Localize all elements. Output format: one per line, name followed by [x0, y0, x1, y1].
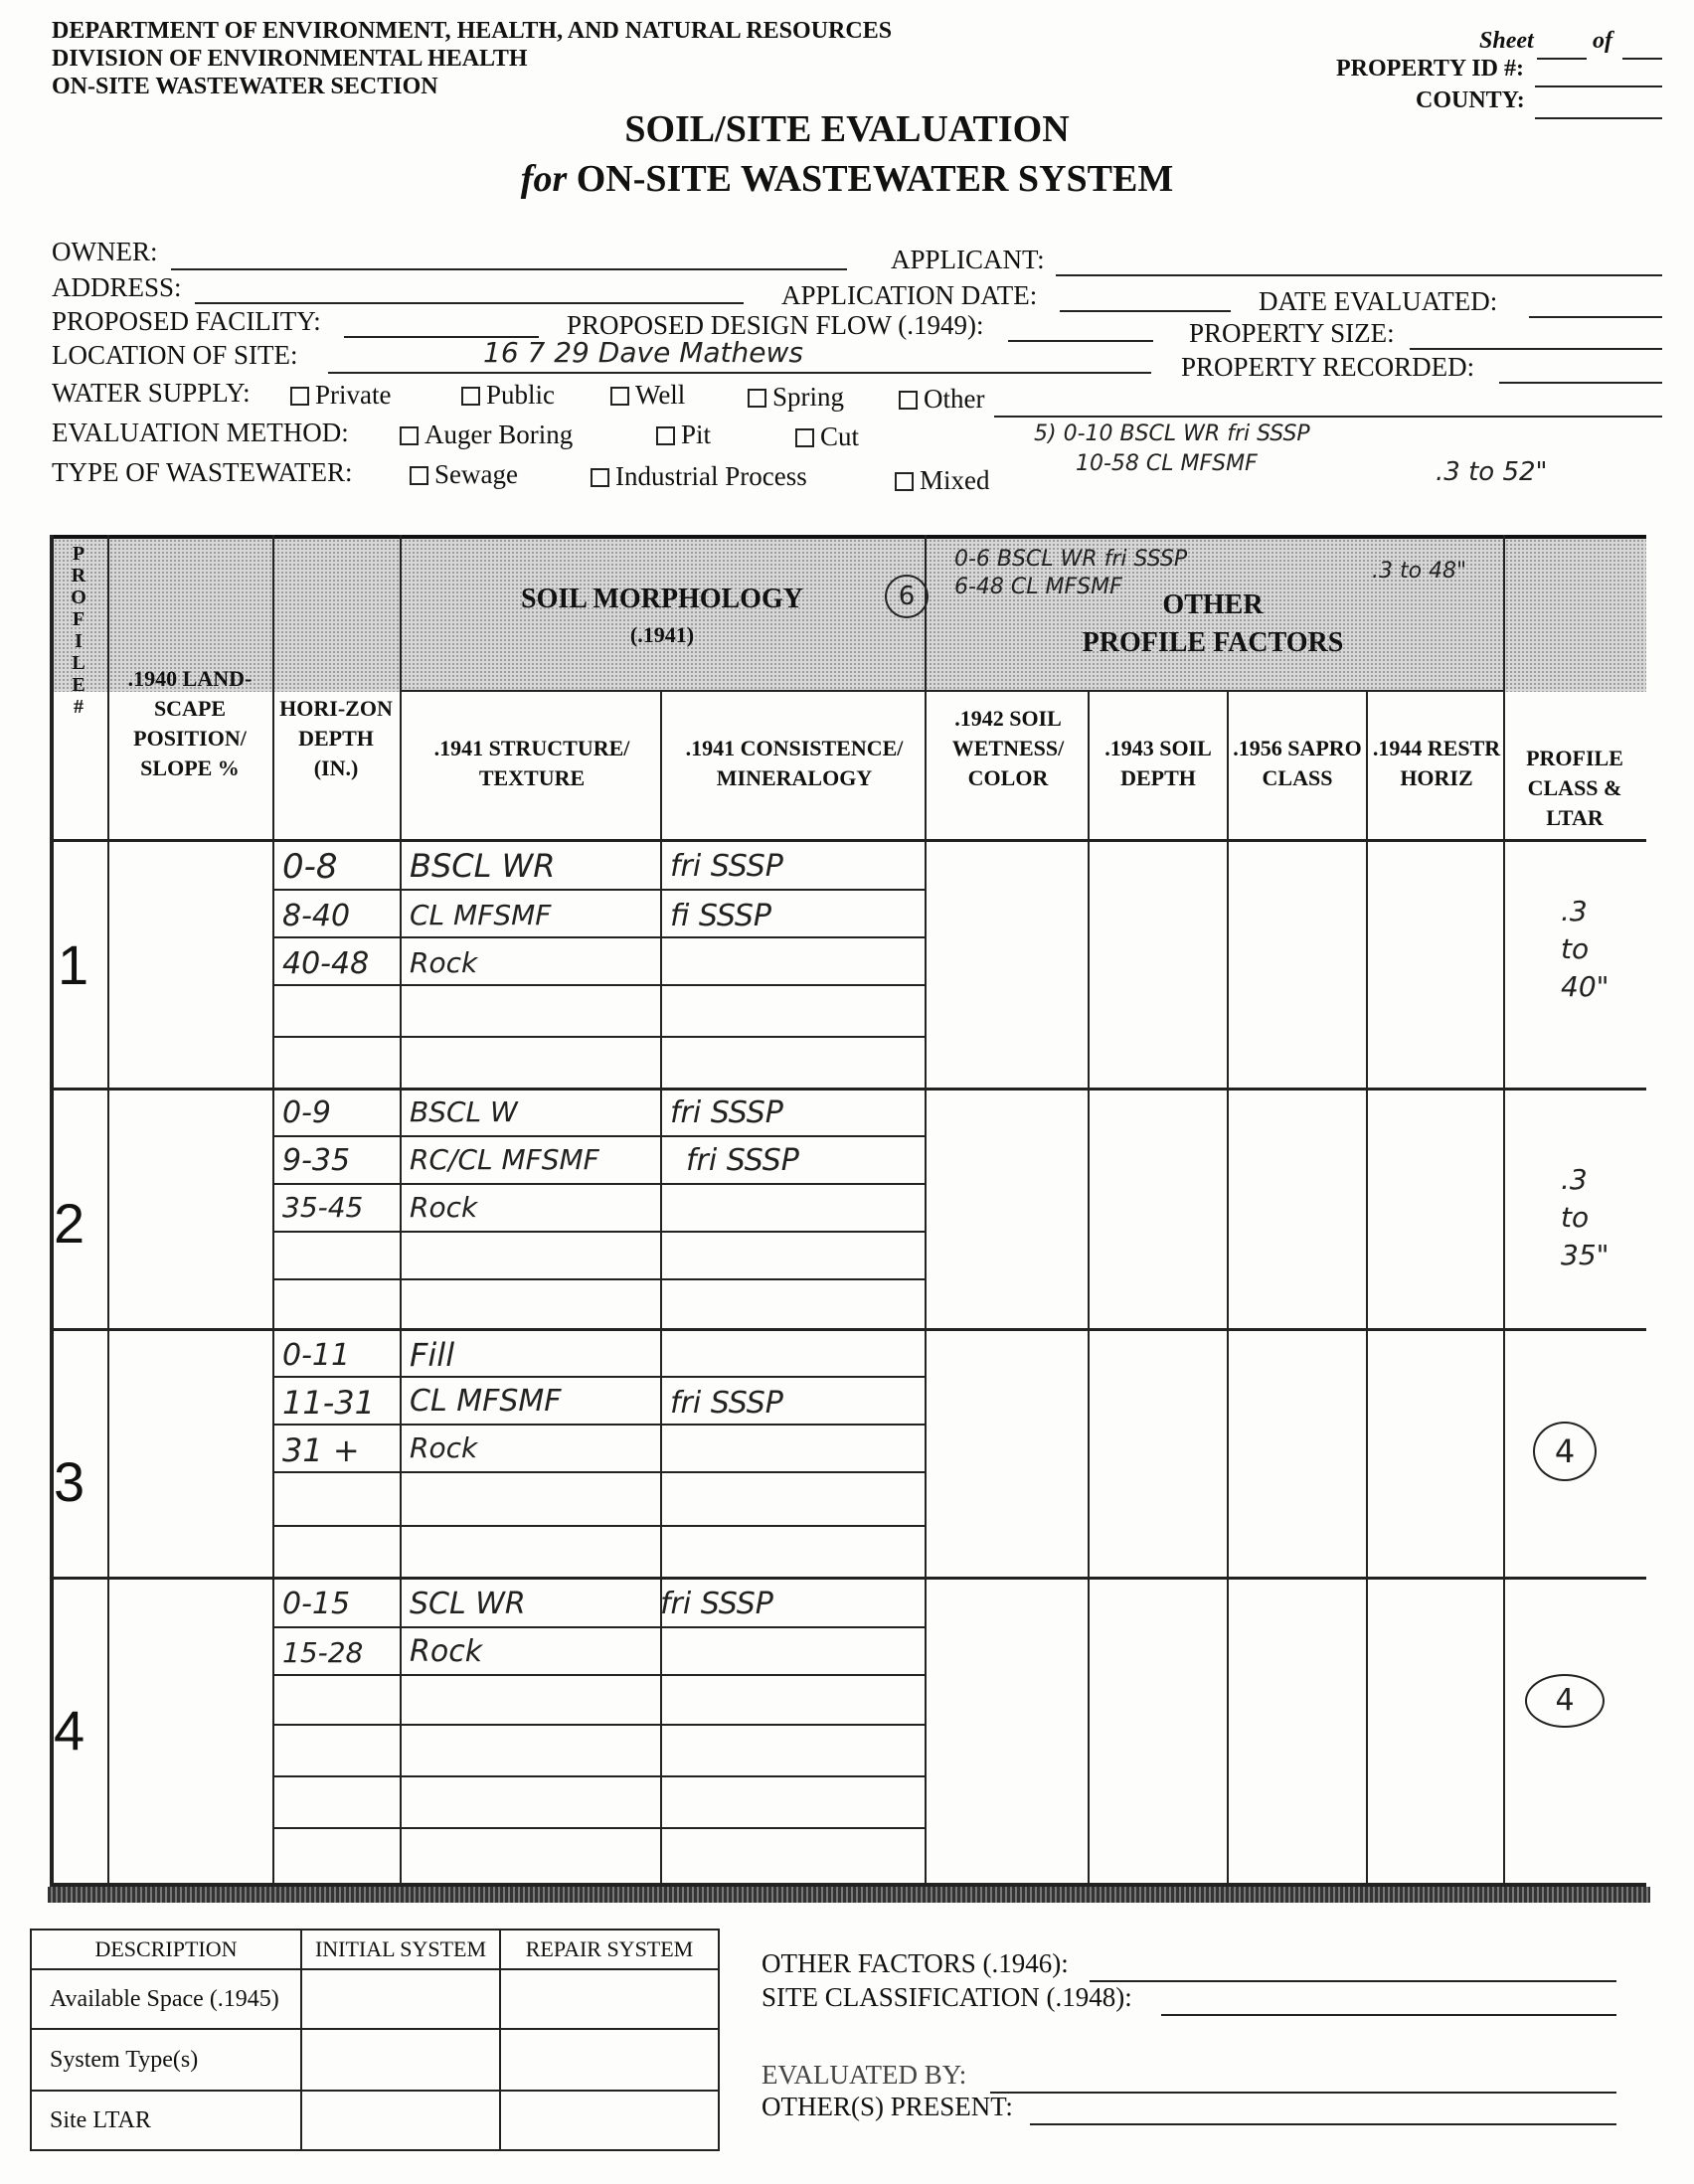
checkbox-other[interactable]	[899, 391, 918, 410]
ws-private-label: Private	[315, 380, 392, 410]
application-date-field[interactable]	[1060, 310, 1231, 312]
checkbox-pit[interactable]	[656, 426, 675, 445]
location-field[interactable]	[328, 372, 1151, 374]
location-label: LOCATION OF SITE:	[52, 340, 298, 370]
header-soil-depth: .1943 SOIL DEPTH	[1104, 736, 1212, 790]
header-bottom-line	[50, 839, 1646, 842]
system-type-initial[interactable]	[301, 2029, 500, 2091]
tw-industrial[interactable]	[591, 461, 807, 492]
header-landscape: .1940 LAND-SCAPE POSITION/ SLOPE %	[127, 666, 253, 780]
section-name: ON-SITE WASTEWATER SECTION	[52, 74, 438, 99]
sheet-of-label: of	[1593, 28, 1612, 54]
p2-depth-1: 0-9	[282, 1095, 331, 1130]
p4-structure-2: Rock	[410, 1634, 483, 1669]
others-present-field[interactable]	[1030, 2123, 1616, 2125]
ws-other-label: Other	[924, 384, 985, 414]
note-5-line2: 10-58 CL MFSMF	[1076, 451, 1258, 476]
p4-structure-1: SCL WR	[410, 1587, 526, 1621]
address-field[interactable]	[195, 302, 744, 304]
p3-structure-2: CL MFSMF	[410, 1384, 562, 1419]
col-line-1	[107, 535, 109, 1885]
ws-other-field[interactable]	[994, 416, 1662, 418]
header-horizon-depth: HORI-ZON DEPTH (IN.)	[279, 696, 393, 780]
sheet-number-field[interactable]	[1537, 58, 1587, 60]
other-factors-label: OTHER FACTORS (.1946):	[762, 1948, 1069, 1978]
tw-industrial-label: Industrial Process	[615, 461, 807, 491]
col-line-4	[660, 690, 662, 1885]
p1-structure-3: Rock	[410, 946, 478, 979]
p3-structure-1: Fill	[410, 1336, 455, 1374]
division-name: DIVISION OF ENVIRONMENTAL HEALTH	[52, 46, 528, 72]
header-profile-num	[54, 543, 103, 718]
application-date-label: APPLICATION DATE:	[781, 280, 1038, 310]
p1-depth-1: 0-8	[282, 847, 338, 887]
profile-number-4: 4	[54, 1699, 85, 1762]
sheet-total-field[interactable]	[1622, 58, 1662, 60]
system-type-repair[interactable]	[500, 2029, 719, 2091]
date-evaluated-label: DATE EVALUATED:	[1259, 286, 1498, 316]
p2-structure-2: RC/CL MFSMF	[410, 1143, 599, 1176]
county-label: COUNTY:	[1416, 87, 1525, 113]
form-subtitle-for: for	[520, 158, 568, 200]
p2-structure-3: Rock	[410, 1191, 478, 1224]
site-ltar-initial[interactable]	[301, 2091, 500, 2150]
col-line-9	[1503, 535, 1505, 1885]
col-line-6	[1088, 690, 1090, 1885]
p4-profile-class: 4	[1525, 1674, 1605, 1728]
tw-sewage-label: Sewage	[434, 459, 518, 489]
header-soil-morphology: SOIL MORPHOLOGY	[521, 584, 803, 614]
p2-consistence-2: fri SSSP	[686, 1143, 799, 1178]
p2-depth-3: 35-45	[282, 1191, 364, 1224]
col-repair-system: REPAIR SYSTEM	[500, 1930, 719, 1969]
p1-consistence-2: fi SSSP	[670, 899, 771, 933]
p3-structure-3: Rock	[410, 1431, 478, 1464]
p2-consistence-1: fri SSSP	[670, 1095, 783, 1130]
header-soil-morphology-code: (.1941)	[629, 622, 695, 647]
ws-spring-label: Spring	[772, 382, 845, 412]
note-5-range: .3 to 52"	[1436, 457, 1548, 487]
p1-structure-2: CL MFSMF	[410, 899, 552, 931]
col-line-2	[272, 535, 274, 1885]
form-subtitle	[0, 157, 1694, 201]
p2-structure-1: BSCL W	[410, 1095, 518, 1128]
p4-consistence-1: fri SSSP	[660, 1587, 773, 1621]
em-auger-label: Auger Boring	[424, 420, 574, 449]
soil-profile-table	[50, 535, 1646, 1885]
p2-profile-class: .3 to 35"	[1561, 1163, 1609, 1271]
form-title: SOIL/SITE EVALUATION	[624, 108, 1070, 150]
proposed-facility-label: PROPOSED FACILITY:	[52, 306, 321, 336]
evaluated-by-field[interactable]	[990, 2092, 1616, 2094]
col-description: DESCRIPTION	[31, 1930, 301, 1969]
p4-depth-1: 0-15	[282, 1587, 351, 1621]
col-initial-system: INITIAL SYSTEM	[301, 1930, 500, 1969]
other-factors-field[interactable]	[1090, 1980, 1616, 1982]
others-present-label: OTHER(S) PRESENT:	[762, 2092, 1013, 2121]
profile-number-1: 1	[58, 933, 89, 996]
row-system-type: System Type(s)	[31, 2029, 301, 2091]
owner-label: OWNER:	[52, 237, 158, 266]
checkbox-auger-boring[interactable]	[400, 426, 419, 445]
p1-depth-3: 40-48	[282, 946, 370, 981]
em-pit[interactable]	[656, 420, 711, 450]
type-wastewater-label: TYPE OF WASTEWATER:	[52, 457, 353, 487]
header-wetness: .1942 SOIL WETNESS/ COLOR	[951, 706, 1065, 790]
sheet-label: Sheet	[1479, 28, 1534, 54]
col-line-5	[925, 535, 927, 1885]
em-cut[interactable]	[795, 421, 859, 452]
p2-depth-2: 9-35	[282, 1143, 351, 1178]
checkbox-mixed[interactable]	[895, 472, 914, 491]
checkbox-well[interactable]	[610, 387, 629, 406]
ws-public[interactable]	[461, 380, 555, 411]
property-recorded-field[interactable]	[1499, 382, 1662, 384]
available-space-repair[interactable]	[500, 1969, 719, 2029]
tw-mixed-label: Mixed	[920, 465, 990, 495]
applicant-field[interactable]	[1056, 274, 1662, 276]
note-6-line2: 6-48 CL MFSMF	[954, 575, 1122, 599]
p3-depth-3: 31 +	[282, 1431, 360, 1469]
p3-depth-2: 11-31	[282, 1384, 375, 1422]
profile-num-text: PROFILE #	[71, 543, 86, 718]
checkbox-private[interactable]	[290, 387, 309, 406]
owner-field[interactable]	[171, 268, 847, 270]
note-6-line1: 0-6 BSCL WR fri SSSP	[954, 547, 1188, 572]
form-subtitle-rest: ON-SITE WASTEWATER SYSTEM	[576, 158, 1174, 200]
address-label: ADDRESS:	[52, 272, 182, 302]
p1-depth-2: 8-40	[282, 899, 351, 933]
profile-number-3: 3	[54, 1450, 85, 1513]
row-site-ltar: Site LTAR	[31, 2091, 301, 2150]
p3-depth-1: 0-11	[282, 1338, 351, 1373]
p3-profile-class: 4	[1533, 1422, 1597, 1481]
ws-other[interactable]	[899, 384, 984, 415]
tw-sewage[interactable]	[410, 459, 518, 490]
p3-consistence-2: fri SSSP	[670, 1386, 783, 1421]
design-flow-field[interactable]	[1008, 340, 1153, 342]
tw-mixed[interactable]	[895, 465, 990, 496]
header-structure: .1941 STRUCTURE/ TEXTURE	[433, 736, 630, 790]
ws-well-label: Well	[635, 380, 686, 410]
header-profile-class: PROFILE CLASS & LTAR	[1526, 746, 1623, 830]
col-line-3	[400, 535, 402, 1885]
p1-consistence-1: fri SSSP	[670, 849, 783, 884]
site-ltar-repair[interactable]	[500, 2091, 719, 2150]
checkbox-cut[interactable]	[795, 428, 814, 447]
property-recorded-label: PROPERTY RECORDED:	[1181, 352, 1475, 382]
site-classification-field[interactable]	[1161, 2014, 1616, 2016]
checkbox-spring[interactable]	[748, 389, 766, 408]
department-name: DEPARTMENT OF ENVIRONMENT, HEALTH, AND NATURAL RESOURCES	[52, 18, 893, 44]
header-restr: .1944 RESTR HORIZ	[1372, 736, 1501, 790]
ws-private[interactable]	[290, 380, 391, 411]
ws-well[interactable]	[610, 380, 685, 411]
property-id-label: PROPERTY ID #:	[1336, 56, 1524, 82]
p1-profile-class: .3 to 40"	[1561, 895, 1609, 1003]
ws-spring[interactable]	[748, 382, 844, 413]
header-sapro: .1956 SAPRO CLASS	[1233, 736, 1362, 790]
date-evaluated-field[interactable]	[1529, 316, 1662, 318]
col-line-8	[1366, 690, 1368, 1885]
property-size-field[interactable]	[1410, 348, 1662, 350]
evaluated-by-label: EVALUATED BY:	[762, 2060, 967, 2090]
water-supply-label: WATER SUPPLY:	[52, 378, 251, 408]
row-available-space: Available Space (.1945)	[31, 1969, 301, 2029]
note-5-line1: 5) 0-10 BSCL WR fri SSSP	[1034, 421, 1310, 446]
profile-number-2: 2	[54, 1192, 85, 1255]
note-6-circle: 6	[885, 575, 929, 618]
evaluation-method-label: EVALUATION METHOD:	[52, 418, 349, 447]
ws-public-label: Public	[486, 380, 556, 410]
table-footer-strip	[48, 1887, 1650, 1903]
property-size-label: PROPERTY SIZE:	[1189, 318, 1395, 348]
design-flow-label: PROPOSED DESIGN FLOW (.1949):	[567, 310, 984, 340]
property-id-field[interactable]	[1535, 85, 1662, 87]
checkbox-public[interactable]	[461, 387, 480, 406]
em-auger[interactable]	[400, 420, 573, 450]
p4-depth-2: 15-28	[282, 1636, 364, 1669]
location-handwriting: 16 7 29 Dave Mathews	[483, 336, 803, 369]
header-subdivider	[400, 690, 1503, 692]
col-line-7	[1227, 690, 1229, 1885]
note-6-range: .3 to 48"	[1372, 559, 1467, 584]
site-classification-label: SITE CLASSIFICATION (.1948):	[762, 1982, 1132, 2012]
checkbox-industrial-process[interactable]	[591, 468, 609, 487]
applicant-label: APPLICANT:	[891, 245, 1045, 274]
p1-structure-1: BSCL WR	[410, 847, 556, 885]
em-cut-label: Cut	[820, 421, 860, 451]
header-profile-factors: PROFILE FACTORS	[1082, 627, 1344, 658]
header-consistence: .1941 CONSISTENCE/ MINERALOGY	[685, 736, 904, 790]
system-summary-table	[30, 1929, 720, 2151]
available-space-initial[interactable]	[301, 1969, 500, 2029]
header-other: OTHER	[1162, 589, 1264, 620]
checkbox-sewage[interactable]	[410, 466, 428, 485]
em-pit-label: Pit	[681, 420, 712, 449]
